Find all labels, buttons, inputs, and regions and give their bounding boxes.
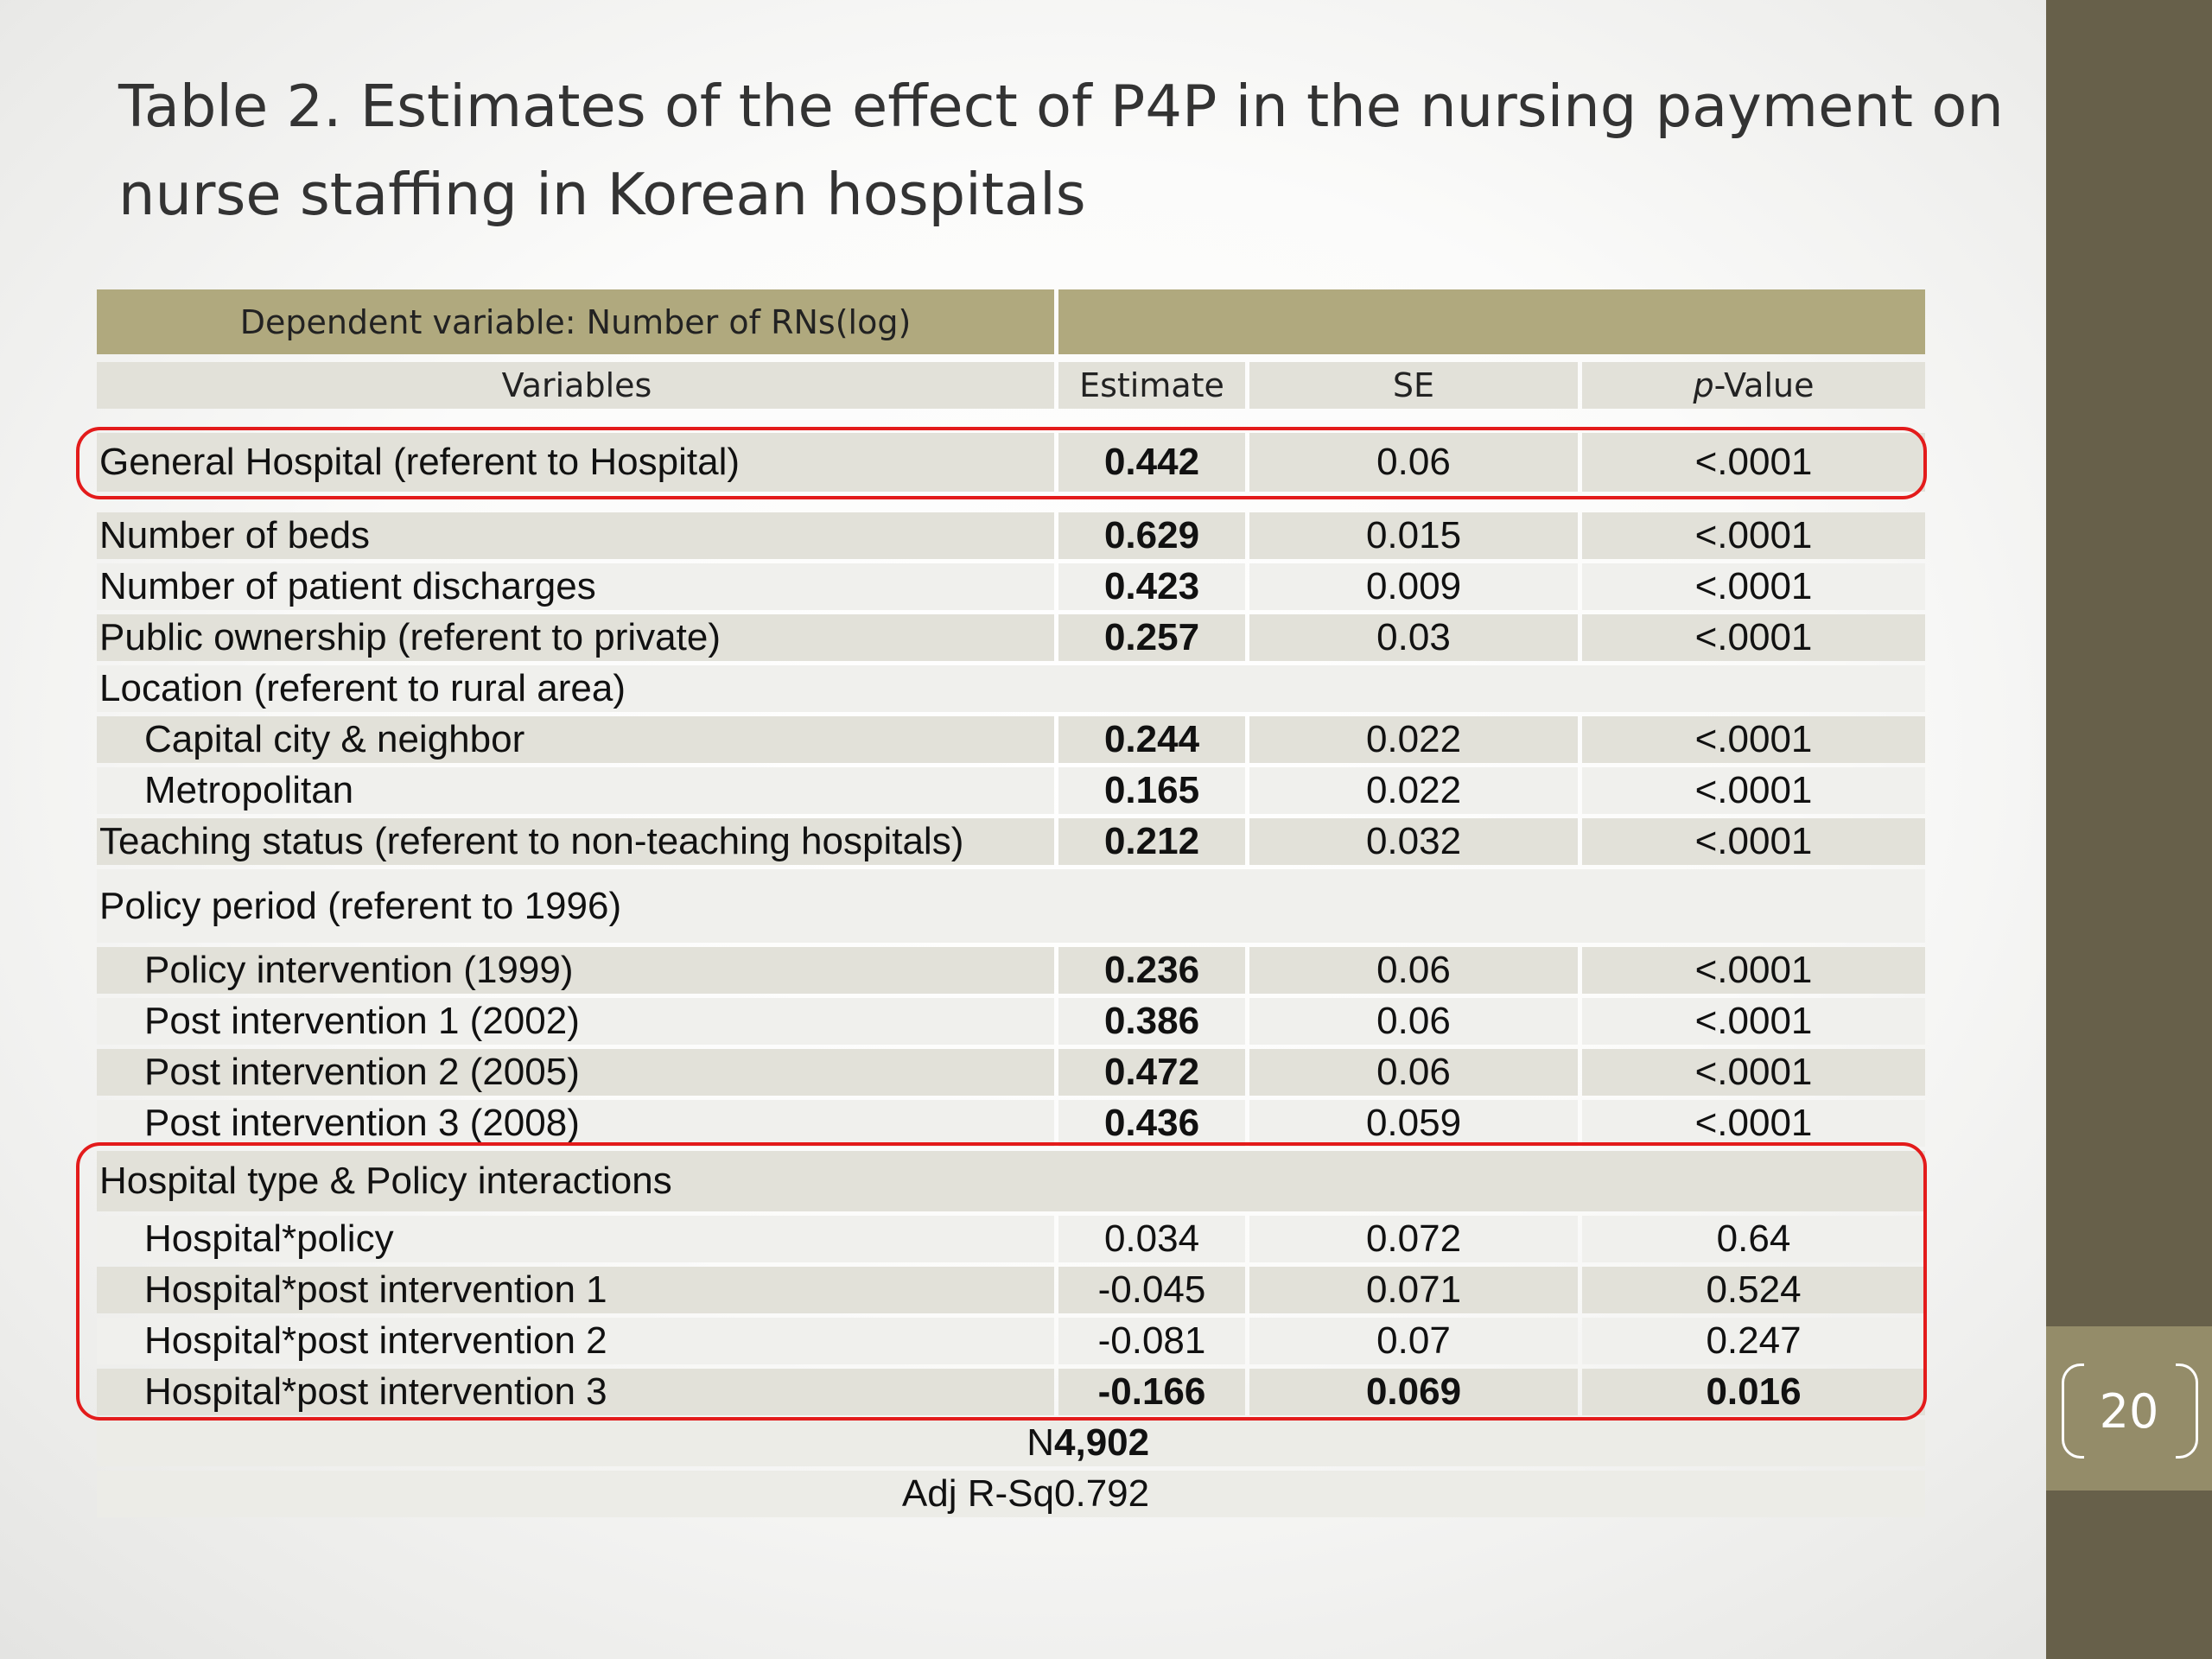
table-row (97, 947, 1925, 994)
table-row (97, 512, 1925, 559)
table-row (97, 716, 1925, 763)
section-label: Policy period (referent to 1996) (97, 869, 1925, 943)
row-estimate: 0.034 (1058, 1216, 1245, 1262)
row-label: Post intervention 1 (2002) (97, 998, 1054, 1045)
table-section-row (97, 665, 1925, 712)
table-row (97, 563, 1925, 610)
row-p-value: <.0001 (1582, 433, 1925, 492)
table-row (97, 1318, 1925, 1364)
header-variables: Variables (97, 362, 1054, 409)
row-p-value: <.0001 (1582, 614, 1925, 661)
row-se: 0.06 (1249, 947, 1578, 994)
row-estimate: 0.257 (1058, 614, 1245, 661)
row-estimate: 0.423 (1058, 563, 1245, 610)
row-label: Hospital*policy (97, 1216, 1054, 1262)
row-estimate: -0.166 (1058, 1369, 1245, 1415)
table-row (97, 1216, 1925, 1262)
row-estimate: 0.236 (1058, 947, 1245, 994)
row-estimate: 0.212 (1058, 818, 1245, 865)
row-se: 0.069 (1249, 1369, 1578, 1415)
row-p-value: <.0001 (1582, 1100, 1925, 1147)
row-p-value: <.0001 (1582, 1049, 1925, 1096)
table-section-row (97, 869, 1925, 943)
row-p-value: 0.524 (1582, 1267, 1925, 1313)
adj-r-sq-label: Adj R-Sq (97, 1471, 1054, 1517)
section-label: Location (referent to rural area) (97, 665, 1925, 712)
row-label: Post intervention 3 (2008) (97, 1100, 1054, 1147)
row-p-value: <.0001 (1582, 947, 1925, 994)
row-p-value: <.0001 (1582, 563, 1925, 610)
header-estimate: Estimate (1058, 362, 1245, 409)
row-estimate: -0.081 (1058, 1318, 1245, 1364)
table-row (97, 433, 1925, 492)
row-estimate: 0.629 (1058, 512, 1245, 559)
table-row (97, 1369, 1925, 1415)
table-row (97, 1267, 1925, 1313)
page-number: 20 (2099, 1383, 2159, 1439)
row-label: Teaching status (referent to non-teaching hospitals) (97, 818, 1054, 865)
column-header-row (97, 362, 1925, 409)
header-p-value (1582, 362, 1925, 409)
row-label: Hospital*post intervention 3 (97, 1369, 1054, 1415)
row-estimate: -0.045 (1058, 1267, 1245, 1313)
row-label: Policy intervention (1999) (97, 947, 1054, 994)
row-se: 0.03 (1249, 614, 1578, 661)
table-row (97, 818, 1925, 865)
row-se: 0.009 (1249, 563, 1578, 610)
section-label: Hospital type & Policy interactions (97, 1151, 1925, 1211)
table-row (97, 1100, 1925, 1147)
row-p-value: <.0001 (1582, 818, 1925, 865)
row-se: 0.022 (1249, 767, 1578, 814)
row-estimate: 0.386 (1058, 998, 1245, 1045)
row-se: 0.07 (1249, 1318, 1578, 1364)
row-label: Hospital*post intervention 1 (97, 1267, 1054, 1313)
row-p-value: <.0001 (1582, 767, 1925, 814)
row-se: 0.06 (1249, 1049, 1578, 1096)
row-p-value: 0.247 (1582, 1318, 1925, 1364)
row-label: Hospital*post intervention 2 (97, 1318, 1054, 1364)
row-p-value: 0.016 (1582, 1369, 1925, 1415)
row-estimate: 0.244 (1058, 716, 1245, 763)
row-label: Post intervention 2 (2005) (97, 1049, 1054, 1096)
row-p-value: <.0001 (1582, 716, 1925, 763)
row-label: Capital city & neighbor (97, 716, 1054, 763)
row-p-value: 0.64 (1582, 1216, 1925, 1262)
row-label: General Hospital (referent to Hospital) (97, 433, 1054, 492)
n-label: N (97, 1420, 1054, 1466)
row-se: 0.022 (1249, 716, 1578, 763)
row-estimate: 0.442 (1058, 433, 1245, 492)
row-p-value: <.0001 (1582, 512, 1925, 559)
table-row (97, 767, 1925, 814)
row-se: 0.015 (1249, 512, 1578, 559)
row-p-value: <.0001 (1582, 998, 1925, 1045)
table-top-header (97, 289, 1925, 354)
n-value: 4,902 (1054, 1420, 1925, 1466)
dependent-variable-label: Dependent variable: Number of RNs(log) (97, 289, 1054, 354)
row-se: 0.059 (1249, 1100, 1578, 1147)
row-label: Number of beds (97, 512, 1054, 559)
slide-title: Table 2. Estimates of the effect of P4P in the nursing payment on nurse staffing in Korean hospitals (118, 73, 2004, 228)
header-p-italic: p (1693, 366, 1714, 404)
footer-r2-row (97, 1471, 1925, 1517)
header-p-suffix: -Value (1713, 366, 1815, 404)
table-section-row (97, 1151, 1925, 1211)
row-se: 0.06 (1249, 433, 1578, 492)
row-se: 0.072 (1249, 1216, 1578, 1262)
row-estimate: 0.436 (1058, 1100, 1245, 1147)
top-header-blank (1058, 289, 1925, 354)
row-se: 0.071 (1249, 1267, 1578, 1313)
table-row (97, 1049, 1925, 1096)
row-label: Number of patient discharges (97, 563, 1054, 610)
row-se: 0.032 (1249, 818, 1578, 865)
adj-r-sq-value: 0.792 (1054, 1471, 1925, 1517)
footer-n-row (97, 1420, 1925, 1466)
row-estimate: 0.165 (1058, 767, 1245, 814)
table-row (97, 998, 1925, 1045)
row-label: Metropolitan (97, 767, 1054, 814)
header-se: SE (1249, 362, 1578, 409)
row-se: 0.06 (1249, 998, 1578, 1045)
row-estimate: 0.472 (1058, 1049, 1245, 1096)
row-label: Public ownership (referent to private) (97, 614, 1054, 661)
table-row (97, 614, 1925, 661)
